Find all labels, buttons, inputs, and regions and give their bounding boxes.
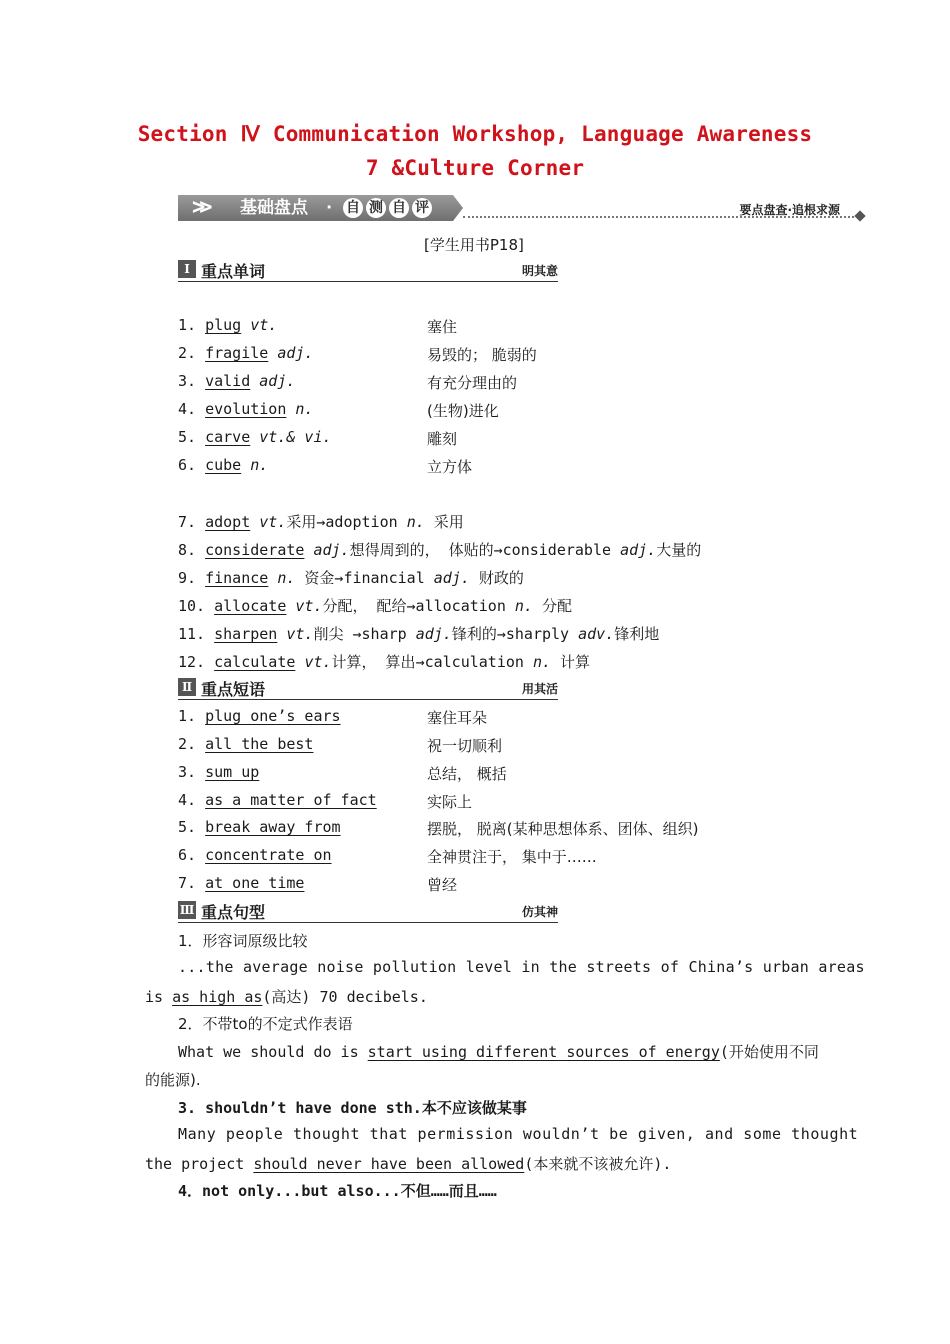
list-item: 12. calculate vt.计算， 算出→calculation n. 计算 [178, 653, 591, 671]
banner-right-label: 要点盘查·追根求源 [739, 203, 840, 217]
diamond-icon [854, 210, 865, 221]
word-meaning: 立方体 [427, 458, 473, 476]
list-item: 5. carve vt.& vi. [178, 428, 332, 446]
pattern-heading: 3. shouldn’t have done sth.本不应该做某事 [178, 1099, 527, 1117]
section-header-words [178, 259, 558, 282]
section-number: Ⅲ [179, 903, 195, 917]
word: calculate [214, 653, 296, 671]
pattern-example: is as high as(高达) 70 decibels. [145, 988, 428, 1006]
list-item: 5. break away from [178, 818, 341, 836]
list-item: 4. as a matter of fact [178, 791, 377, 809]
phrase-meaning: 曾经 [427, 876, 458, 894]
section-header-patterns [178, 900, 558, 923]
list-item: 1. plug vt. [178, 316, 278, 334]
section-banner [178, 195, 868, 225]
list-item: 10. allocate vt.分配， 配给→allocation n. 分配 [178, 597, 572, 615]
phrase: as a matter of fact [205, 791, 377, 809]
section-number: Ⅰ [178, 260, 196, 278]
section-name: 重点句型 [201, 903, 266, 922]
phrase: all the best [205, 735, 314, 753]
phrase: at one time [205, 874, 305, 892]
list-item: 1. plug one’s ears [178, 707, 341, 725]
banner-dot: · [324, 198, 335, 218]
list-item: 8. considerate adj.想得周到的， 体贴的→considerable adj.大量的 [178, 541, 702, 559]
word: adopt [205, 513, 251, 531]
list-item: 6. concentrate on [178, 846, 332, 864]
pattern-heading: 1．形容词原级比较 [178, 932, 308, 950]
list-item: 4. evolution n. [178, 400, 314, 418]
word: sharpen [214, 625, 278, 643]
pattern-example: the project should never have been allowed(本来就不该被允许). [145, 1155, 672, 1173]
word: carve [205, 428, 251, 446]
phrase-meaning: 塞住耳朵 [427, 709, 488, 727]
banner-circle-char: 自 [389, 198, 409, 218]
banner-circle-char: 测 [366, 198, 386, 218]
list-item: 3. valid adj. [178, 372, 296, 390]
pattern-example: 的能源). [145, 1071, 201, 1089]
word: cube [205, 456, 242, 474]
word: finance [205, 569, 269, 587]
section-name: 重点短语 [201, 680, 266, 699]
word-meaning: 塞住 [427, 318, 458, 336]
pattern-example: Many people thought that permission wouldn’t be given, and some thought [178, 1125, 859, 1143]
phrase-meaning: 摆脱， 脱离(某种思想体系、团体、组织) [427, 820, 699, 838]
banner-circle-char: 自 [343, 198, 363, 218]
list-item: 6. cube n. [178, 456, 269, 474]
section-header-phrases [178, 677, 558, 700]
section-tip: 用其活 [521, 682, 558, 696]
section-tip: 仿其神 [521, 905, 558, 919]
section-name: 重点单词 [201, 262, 266, 281]
pattern-example: What we should do is start using different sources of energy(开始使用不同 [178, 1043, 819, 1061]
word: plug [205, 316, 242, 334]
phrase-meaning: 全神贯注于， 集中于…… [427, 848, 597, 866]
phrase: sum up [205, 763, 260, 781]
banner-label: 基础盘点 [240, 198, 308, 218]
phrase-meaning: 总结， 概括 [427, 765, 507, 783]
word: valid [205, 372, 251, 390]
word: evolution [205, 400, 287, 418]
list-item: 7. adopt vt.采用→adoption n. 采用 [178, 513, 464, 531]
pattern-heading: 2．不带to的不定式作表语 [178, 1015, 353, 1033]
list-item: 3. sum up [178, 763, 260, 781]
book-reference: [学生用书P18] [424, 236, 524, 254]
pattern-example: ...the average noise pollution level in the streets of China’s urban areas [178, 958, 865, 976]
page-title-line2: 7 &Culture Corner [365, 156, 585, 180]
phrase: plug one’s ears [205, 707, 341, 725]
banner-circle-char: 评 [412, 198, 432, 218]
section-number: Ⅱ [178, 678, 196, 696]
double-chevron-icon: >> [192, 195, 207, 220]
list-item: 11. sharpen vt.削尖 →sharp adj.锋利的→sharply adv.锋利地 [178, 625, 660, 643]
answer-blank: as high as [172, 988, 263, 1006]
phrase-meaning: 实际上 [427, 793, 473, 811]
word-meaning: 易毁的； 脆弱的 [427, 346, 537, 364]
word-meaning: 有充分理由的 [427, 374, 518, 392]
word: fragile [205, 344, 269, 362]
word: allocate [214, 597, 287, 615]
phrase-meaning: 祝一切顺利 [427, 737, 503, 755]
word-meaning: 雕刻 [427, 430, 458, 448]
page-title: Section Ⅳ Communication Workshop, Language Awareness [137, 122, 813, 146]
list-item: 2. fragile adj. [178, 344, 314, 362]
answer-blank: should never have been allowed [253, 1155, 525, 1173]
phrase: concentrate on [205, 846, 332, 864]
list-item: 9. finance n. 资金→financial adj. 财政的 [178, 569, 524, 587]
phrase: break away from [205, 818, 341, 836]
list-item: 7. at one time [178, 874, 305, 892]
answer-blank: start using different sources of energy [367, 1043, 720, 1061]
section-tip: 明其意 [521, 264, 558, 278]
word-meaning: (生物)进化 [427, 402, 499, 420]
word: considerate [205, 541, 305, 559]
pattern-heading: 4．not only...but also...不但……而且…… [178, 1182, 497, 1200]
list-item: 2. all the best [178, 735, 314, 753]
